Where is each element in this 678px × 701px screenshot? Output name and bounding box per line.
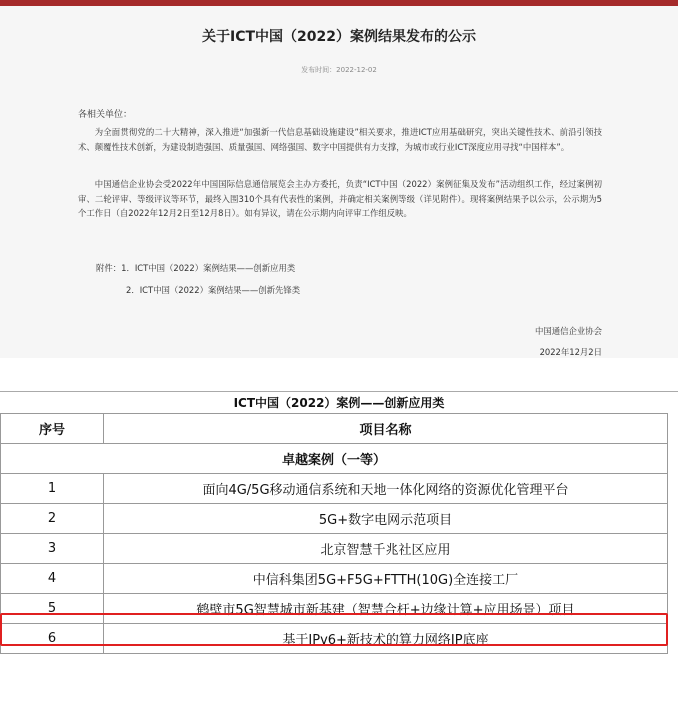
row-num: 5 xyxy=(1,594,104,624)
row-num: 2 xyxy=(1,504,104,534)
header-name: 项目名称 xyxy=(104,414,668,444)
notice-title: 关于ICT中国（2022）案例结果发布的公示 xyxy=(202,29,476,45)
notice-paragraph-2: 中国通信企业协会受2022年中国国际信息通信展览会主办方委托，负责“ICT中国（2022）案例征集及发布”活动组织工作，经过案例初审、二轮评审、等级评议等环节，最终入围310个具有代表性的案例，并确定相关案例等级（详见附件）。现将案例结果予以公示，公示期为5个工作日（自2022年12月2日至12月8日）。如有异议，请在公示期内向评审工作组反映。 xyxy=(78,179,602,218)
row-name: 中信科集团5G+F5G+FTTH(10G)全连接工厂 xyxy=(104,564,668,594)
table-header-row xyxy=(1,414,668,444)
table-row-highlighted xyxy=(1,594,668,624)
row-name: 基于IPv6+新技术的算力网络IP底座 xyxy=(104,624,668,654)
table-row xyxy=(1,564,668,594)
section-label: 卓越案例（一等） xyxy=(1,444,668,474)
attachment-link-1[interactable]: 附件：1．ICT中国（2022）案例结果——创新应用类 xyxy=(96,263,296,273)
salutation: 各相关单位： xyxy=(78,110,133,120)
row-name: 面向4G/5G移动通信系统和天地一体化网络的资源优化管理平台 xyxy=(104,474,668,504)
row-name: 鹤壁市5G智慧城市新基建（智慧合杆+边缘计算+应用场景）项目 xyxy=(104,594,668,624)
signature-org: 中国通信企业协会 xyxy=(535,326,602,336)
row-num: 4 xyxy=(1,564,104,594)
table-title: ICT中国（2022）案例——创新应用类 xyxy=(0,391,678,414)
section-row xyxy=(1,444,668,474)
row-num: 6 xyxy=(1,624,104,654)
results-table xyxy=(0,413,668,654)
table-row xyxy=(1,504,668,534)
table-row xyxy=(1,474,668,504)
row-num: 1 xyxy=(1,474,104,504)
table-row xyxy=(1,534,668,564)
header-num: 序号 xyxy=(1,414,104,444)
row-name: 北京智慧千兆社区应用 xyxy=(104,534,668,564)
row-name: 5G+数字电网示范项目 xyxy=(104,504,668,534)
notice-paragraph-1: 为全面贯彻党的二十大精神，深入推进“加强新一代信息基础设施建设”相关要求，推进ICT应用基础研究，突出关键性技术、前沿引领技术、颠覆性技术创新，为建设制造强国、质量强国、网络强国、数字中国提供有力支撑，为城市或行业ICT深度应用寻找“中国样本”。 xyxy=(78,127,602,152)
publish-date: 发布时间：2022-12-02 xyxy=(301,66,377,74)
attachment-link-2[interactable]: 2．ICT中国（2022）案例结果——创新先锋类 xyxy=(126,285,301,295)
signature-date: 2022年12月2日 xyxy=(539,347,602,357)
table-row xyxy=(1,624,668,654)
row-num: 3 xyxy=(1,534,104,564)
